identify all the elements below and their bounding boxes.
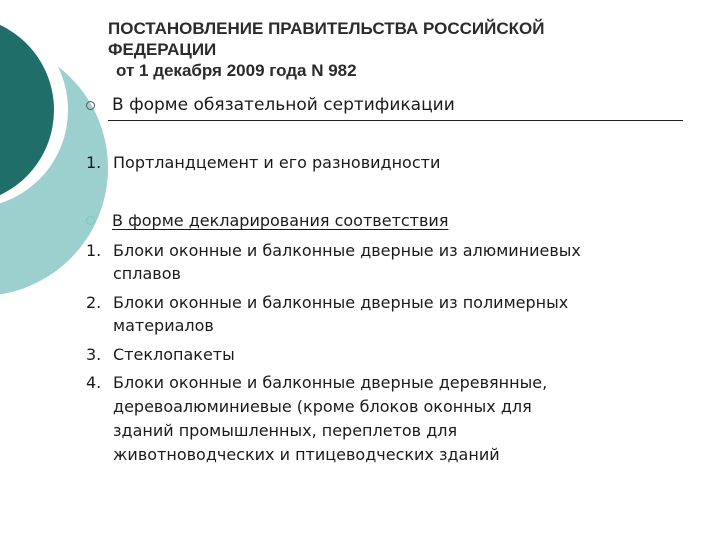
list-item-line: материалов [113, 316, 214, 335]
list-item: Портландцемент и его разновидности [113, 153, 441, 172]
list-item-line: зданий промышленных, переплетов для [113, 421, 458, 440]
list-number: 4. [86, 373, 102, 392]
list-number: 1. [86, 241, 102, 260]
title-line-3: от 1 декабря 2009 года N 982 [116, 61, 357, 80]
list-item-line: животноводческих и птицеводческих зданий [113, 445, 500, 464]
section2-heading: В форме декларирования соответствия [112, 211, 449, 230]
list-item-line: Стеклопакеты [113, 345, 235, 364]
list-item-line: Блоки оконные и балконные дверные деревянные, [113, 373, 548, 392]
list-number: 3. [86, 345, 102, 364]
list-item-line: Блоки оконные и балконные дверные из алюминиевых [113, 241, 581, 260]
list-item-line: Блоки оконные и балконные дверные из полимерных [113, 293, 569, 312]
list-number: 1. [86, 153, 102, 172]
list-item-line: сплавов [113, 264, 181, 283]
section1-heading: В форме обязательной сертификации [112, 95, 455, 115]
title-line-1: ПОСТАНОВЛЕНИЕ ПРАВИТЕЛЬСТВА РОССИЙСКОЙ [108, 19, 545, 38]
teal-bullet-icon [86, 216, 95, 225]
page-title [108, 18, 668, 81]
hollow-bullet-icon [86, 101, 95, 110]
list-item-line: деревоалюминиевые (кроме блоков оконных для [113, 397, 532, 416]
section1-divider [108, 120, 683, 121]
title-line-2: ФЕДЕРАЦИИ [108, 40, 217, 59]
list-number: 2. [86, 293, 102, 312]
